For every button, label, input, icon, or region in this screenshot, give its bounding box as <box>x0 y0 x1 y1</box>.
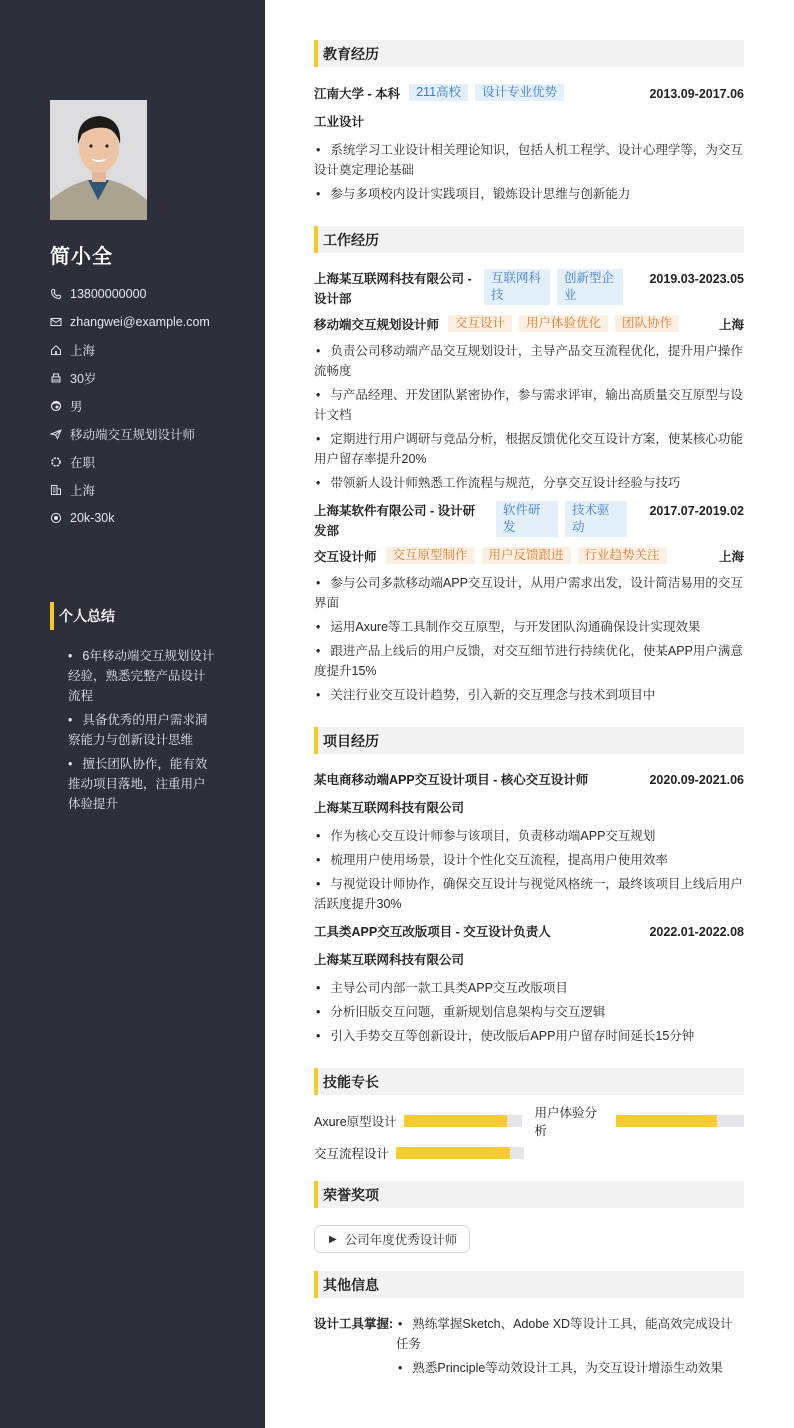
role-row <box>314 547 744 567</box>
skill-bar <box>616 1115 744 1127</box>
contact-list <box>50 280 210 532</box>
job-bullet: • 跟进产品上线后的用户反馈，对交互细节进行持续优化，使某APP用户满意度提升15% <box>314 641 744 681</box>
education-bullets <box>314 140 744 204</box>
avatar <box>50 100 147 220</box>
work-section <box>314 226 744 705</box>
skill-item <box>314 1111 534 1131</box>
company-tag: 互联网科技 <box>484 269 550 305</box>
project-bullet: • 引入手势交互等创新设计，使改版后APP用户留存时间延长15分钟 <box>314 1026 744 1046</box>
job-header <box>314 501 744 541</box>
education-tag: 设计专业优势 <box>475 84 564 101</box>
skill-fill <box>404 1115 508 1127</box>
role-row <box>314 315 744 335</box>
projects-section <box>314 727 744 1046</box>
summary-list <box>68 646 216 818</box>
education-bullet: • 参与多项校内设计实践项目，锻炼设计思维与创新能力 <box>314 184 744 204</box>
contact-salary: 20k-30k <box>50 504 210 532</box>
education-tag: 211高校 <box>409 84 468 101</box>
status-icon <box>50 456 62 468</box>
job-bullets <box>314 341 744 493</box>
project-entry <box>314 770 744 914</box>
summary-item: • 6年移动端交互规划设计经验，熟悉完整产品设计流程 <box>68 646 216 706</box>
contact-position: 移动端交互规划设计师 <box>50 420 210 448</box>
company-name: 上海某互联网科技有限公司 - 设计部 <box>314 272 472 306</box>
contact-email: zhangwei@example.com <box>50 308 210 336</box>
job-entry <box>314 501 744 705</box>
job-role: 移动端交互规划设计师 <box>314 318 440 332</box>
role-tag: 交互原型制作 <box>386 547 475 564</box>
section-title-education: 教育经历 <box>314 40 744 67</box>
project-bullet: • 梳理用户使用场景，设计个性化交互流程，提高用户使用效率 <box>314 850 744 870</box>
company-tag: 创新型企业 <box>557 269 623 305</box>
section-title-projects: 项目经历 <box>314 727 744 754</box>
skill-bar <box>396 1147 524 1159</box>
section-title-awards: 荣誉奖项 <box>314 1181 744 1208</box>
job-header <box>314 269 744 309</box>
mail-icon <box>50 316 62 328</box>
company-name: 上海某软件有限公司 - 设计研发部 <box>314 504 476 538</box>
project-bullet: • 作为核心交互设计师参与该项目，负责移动端APP交互规划 <box>314 826 744 846</box>
education-section <box>314 40 744 204</box>
job-bullet: • 参与公司多款移动端APP交互设计，从用户需求出发，设计简洁易用的交互界面 <box>314 573 744 613</box>
section-title-other: 其他信息 <box>314 1271 744 1298</box>
summary-item: • 具备优秀的用户需求洞察能力与创新设计思维 <box>68 710 216 750</box>
other-bullet: • 熟练掌握Sketch、Adobe XD等设计工具，能高效完成设计任务 <box>396 1314 744 1354</box>
other-row <box>314 1314 744 1382</box>
project-header <box>314 770 744 790</box>
triangle-right-icon: ▶ <box>329 1233 337 1245</box>
skill-fill <box>616 1115 717 1127</box>
other-bullet: • 熟悉Principle等动效设计工具，为交互设计增添生动效果 <box>396 1358 744 1378</box>
skill-name: Axure原型设计 <box>314 1115 397 1129</box>
age-icon <box>50 372 62 384</box>
project-bullet: • 与视觉设计师协作，确保交互设计与视觉风格统一，最终该项目上线后用户活跃度提升30% <box>314 874 744 914</box>
skill-name: 用户体验分析 <box>534 1106 597 1138</box>
summary-item: • 擅长团队协作，能有效推动项目落地，注重用户体验提升 <box>68 754 216 814</box>
salary-icon <box>50 512 62 524</box>
gender-icon <box>50 400 62 412</box>
job-bullet: • 定期进行用户调研与竞品分析，根据反馈优化交互设计方案，使某核心功能用户留存率提升20% <box>314 429 744 469</box>
section-title-work: 工作经历 <box>314 226 744 253</box>
skills-section <box>314 1068 744 1163</box>
project-header <box>314 922 744 942</box>
company-tag: 技术驱动 <box>565 501 627 537</box>
contact-location: 上海 <box>50 336 210 364</box>
awards-section <box>314 1181 744 1253</box>
job-entry <box>314 269 744 493</box>
project-bullet: • 分析旧版交互问题，重新规划信息架构与交互逻辑 <box>314 1002 744 1022</box>
project-name: 某电商移动端APP交互设计项目 - 核心交互设计师 <box>314 773 589 787</box>
role-tag: 用户反馈跟进 <box>482 547 571 564</box>
skill-bar <box>404 1115 522 1127</box>
skills-row <box>314 1106 744 1138</box>
project-bullet: • 主导公司内部一款工具类APP交互改版项目 <box>314 978 744 998</box>
education-bullet: • 系统学习工业设计相关理论知识，包括人机工程学、设计心理学等，为交互设计奠定理论基础 <box>314 140 744 180</box>
job-bullet: • 与产品经理、开发团队紧密协作，参与需求评审，输出高质量交互原型与设计文档 <box>314 385 744 425</box>
job-location: 上海 <box>718 550 744 564</box>
project-company: 上海某互联网科技有限公司 <box>314 953 465 967</box>
job-bullet: • 负责公司移动端产品交互规划设计，主导产品交互流程优化，提升用户操作流畅度 <box>314 341 744 381</box>
education-header <box>314 84 744 104</box>
contact-phone: 13800000000 <box>50 280 210 308</box>
award-item[interactable]: ▶ 公司年度优秀设计师 <box>314 1225 470 1253</box>
send-icon <box>50 428 62 440</box>
phone-icon <box>50 288 62 300</box>
skill-fill <box>396 1147 510 1159</box>
role-tag: 行业趋势关注 <box>578 547 667 564</box>
school-name: 江南大学 - 本科 <box>314 87 401 101</box>
sidebar <box>0 0 265 1428</box>
skill-name: 交互流程设计 <box>314 1147 390 1161</box>
job-location: 上海 <box>718 318 744 332</box>
contact-city: 上海 <box>50 476 210 504</box>
project-date: 2020.09-2021.06 <box>649 773 744 787</box>
project-name: 工具类APP交互改版项目 - 交互设计负责人 <box>314 925 551 939</box>
job-role: 交互设计师 <box>314 550 377 564</box>
other-label: 设计工具掌握: <box>314 1317 394 1331</box>
project-company: 上海某互联网科技有限公司 <box>314 801 465 815</box>
job-bullet: • 运用Axure等工具制作交互原型，与开发团队沟通确保设计实现效果 <box>314 617 744 637</box>
main-content <box>314 40 744 1382</box>
role-tag: 用户体验优化 <box>519 315 608 332</box>
job-bullet: • 关注行业交互设计趋势，引入新的交互理念与技术到项目中 <box>314 685 744 705</box>
project-entry <box>314 922 744 1046</box>
other-section <box>314 1271 744 1382</box>
project-date: 2022.01-2022.08 <box>649 925 744 939</box>
other-bullets <box>396 1314 744 1382</box>
education-date: 2013.09-2017.06 <box>649 87 744 101</box>
job-bullets <box>314 573 744 705</box>
job-date: 2017.07-2019.02 <box>649 504 744 518</box>
project-bullets <box>314 826 744 914</box>
contact-status: 在职 <box>50 448 210 476</box>
job-date: 2019.03-2023.05 <box>649 272 744 286</box>
skill-item <box>534 1106 744 1138</box>
candidate-name: 简小全 <box>50 246 113 268</box>
section-title-skills: 技能专长 <box>314 1068 744 1095</box>
company-tag: 软件研发 <box>496 501 558 537</box>
contact-gender: 男 <box>50 392 210 420</box>
skill-item <box>314 1143 744 1163</box>
home-icon <box>50 344 62 356</box>
contact-age: 30岁 <box>50 364 210 392</box>
building-icon <box>50 484 62 496</box>
job-bullet: • 带领新人设计师熟悉工作流程与规范，分享交互设计经验与技巧 <box>314 473 744 493</box>
role-tag: 交互设计 <box>448 315 512 332</box>
summary-title: 个人总结 <box>50 602 115 630</box>
role-tag: 团队协作 <box>615 315 679 332</box>
project-bullets <box>314 978 744 1046</box>
major: 工业设计 <box>314 115 365 129</box>
